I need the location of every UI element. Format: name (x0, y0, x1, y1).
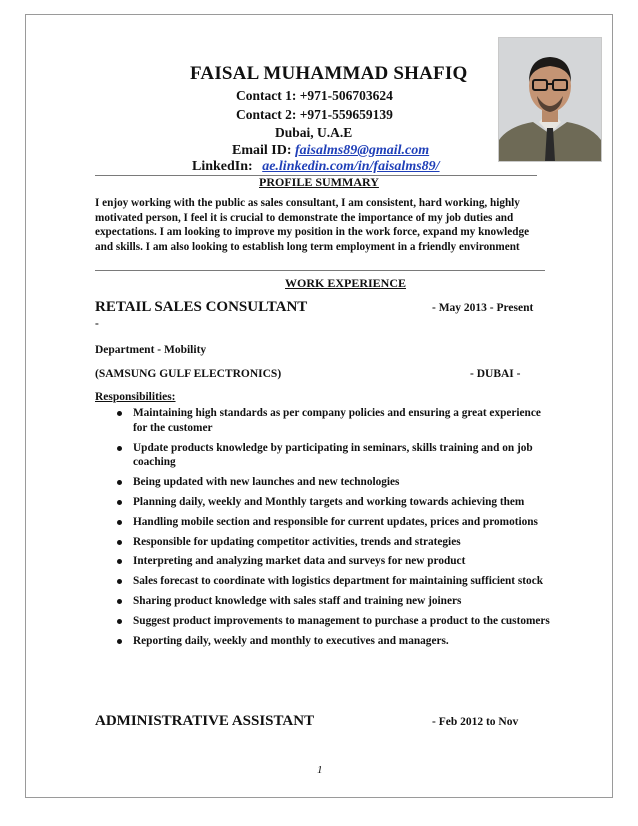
responsibilities-heading: Responsibilities: (95, 391, 176, 403)
email-line (232, 143, 429, 159)
job-date: - May 2013 - Present (432, 302, 534, 314)
work-experience-heading: WORK EXPERIENCE (285, 276, 407, 290)
candidate-name: FAISAL MUHAMMAD SHAFIQ (190, 63, 468, 84)
list-item: Suggest product improvements to management to purchase a product to the customers (95, 614, 555, 629)
list-item: Responsible for updating competitor activities, trends and strategies (95, 535, 555, 550)
department: Department - Mobility (95, 344, 207, 356)
location: Dubai, U.A.E (275, 125, 353, 140)
divider (95, 270, 545, 271)
list-item: Interpreting and analyzing market data and surveys for new product (95, 554, 555, 569)
dash: - (95, 318, 99, 330)
portrait-illustration (499, 38, 601, 161)
list-item: Handling mobile section and responsible for current updates, prices and promotions (95, 515, 555, 530)
email-label: Email ID: (232, 143, 292, 158)
email-link[interactable]: faisalms89@gmail.com (295, 143, 430, 158)
linkedin-line (192, 159, 440, 175)
contact-1: Contact 1: +971-506703624 (236, 88, 393, 103)
profile-photo (498, 37, 602, 162)
linkedin-label: LinkedIn: (192, 159, 253, 174)
job-title: ADMINISTRATIVE ASSISTANT (95, 713, 315, 729)
list-item: Being updated with new launches and new technologies (95, 475, 555, 490)
job-title: RETAIL SALES CONSULTANT (95, 299, 308, 315)
linkedin-link[interactable]: ae.linkedin.com/in/faisalms89/ (262, 159, 440, 174)
list-item: Update products knowledge by participating in seminars, skills training and on job coaching (95, 441, 555, 471)
page-number: 1 (317, 764, 323, 776)
list-item: Reporting daily, weekly and monthly to executives and managers. (95, 634, 555, 649)
job-date: - Feb 2012 to Nov (432, 716, 519, 728)
contact-2: Contact 2: +971-559659139 (236, 107, 393, 122)
list-item: Sales forecast to coordinate with logistics department for maintaining sufficient stock (95, 574, 555, 589)
profile-summary-heading: PROFILE SUMMARY (259, 175, 379, 189)
list-item: Planning daily, weekly and Monthly targets and working towards achieving them (95, 495, 555, 510)
responsibilities-list (95, 406, 555, 653)
list-item: Maintaining high standards as per company policies and ensuring a great experience for the customer (95, 406, 555, 436)
company: (SAMSUNG GULF ELECTRONICS) (95, 368, 282, 380)
list-item: Sharing product knowledge with sales staff and training new joiners (95, 594, 555, 609)
job-location: - DUBAI - (470, 368, 521, 380)
profile-summary-text: I enjoy working with the public as sales consultant, I am consistent, hard working, highly motivated person, I feel it is crucial to demonstrate the importance of my job duties and expectations. I am looking to improve my position in the work force, expand my knowledge and skills. I am also looking to establish long term employment in a friendly environment (95, 197, 530, 253)
